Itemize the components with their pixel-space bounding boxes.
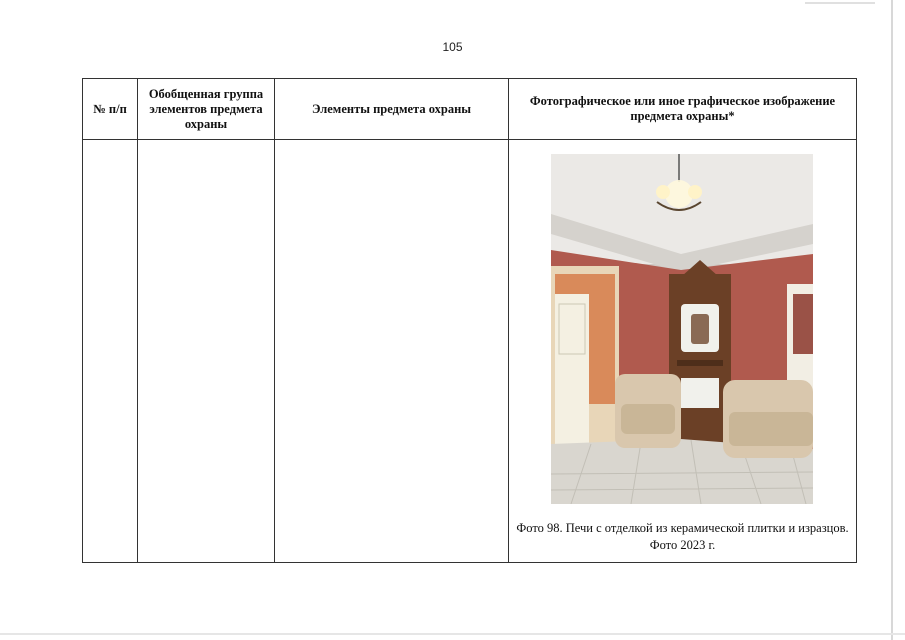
cell-number <box>83 140 138 563</box>
scan-artifact-bottom <box>0 633 905 635</box>
cell-elements <box>275 140 509 563</box>
armchair-seat <box>621 404 675 434</box>
table-row <box>83 140 857 563</box>
chandelier-bulb-right <box>688 185 702 199</box>
page-number: 105 <box>442 40 463 54</box>
header-photo: Фотографическое или иное графическое изображение предмета охраны* <box>509 79 857 140</box>
cell-group <box>138 140 275 563</box>
chandelier-bulb-left <box>656 185 670 199</box>
scan-artifact-top <box>805 2 875 4</box>
scan-artifact-right <box>891 0 893 640</box>
protected-elements-table <box>82 78 857 563</box>
header-group: Обобщенная группа элементов предмета охраны <box>138 79 275 140</box>
stove-tile-lower <box>681 378 719 408</box>
header-number: № п/п <box>83 79 138 140</box>
photo-caption: Фото 98. Печи с отделкой из керамической плитки и изразцов. Фото 2023 г. <box>516 521 849 552</box>
stove-niche <box>691 314 709 344</box>
door <box>555 294 589 444</box>
cell-photo <box>509 140 857 563</box>
header-elements: Элементы предмета охраны <box>275 79 509 140</box>
interior-photo <box>551 154 813 504</box>
sofa-seat <box>729 412 813 446</box>
right-door-opening <box>793 294 813 354</box>
stove-shelf <box>677 360 723 366</box>
room-illustration <box>551 154 813 504</box>
table-header-row <box>83 79 857 140</box>
